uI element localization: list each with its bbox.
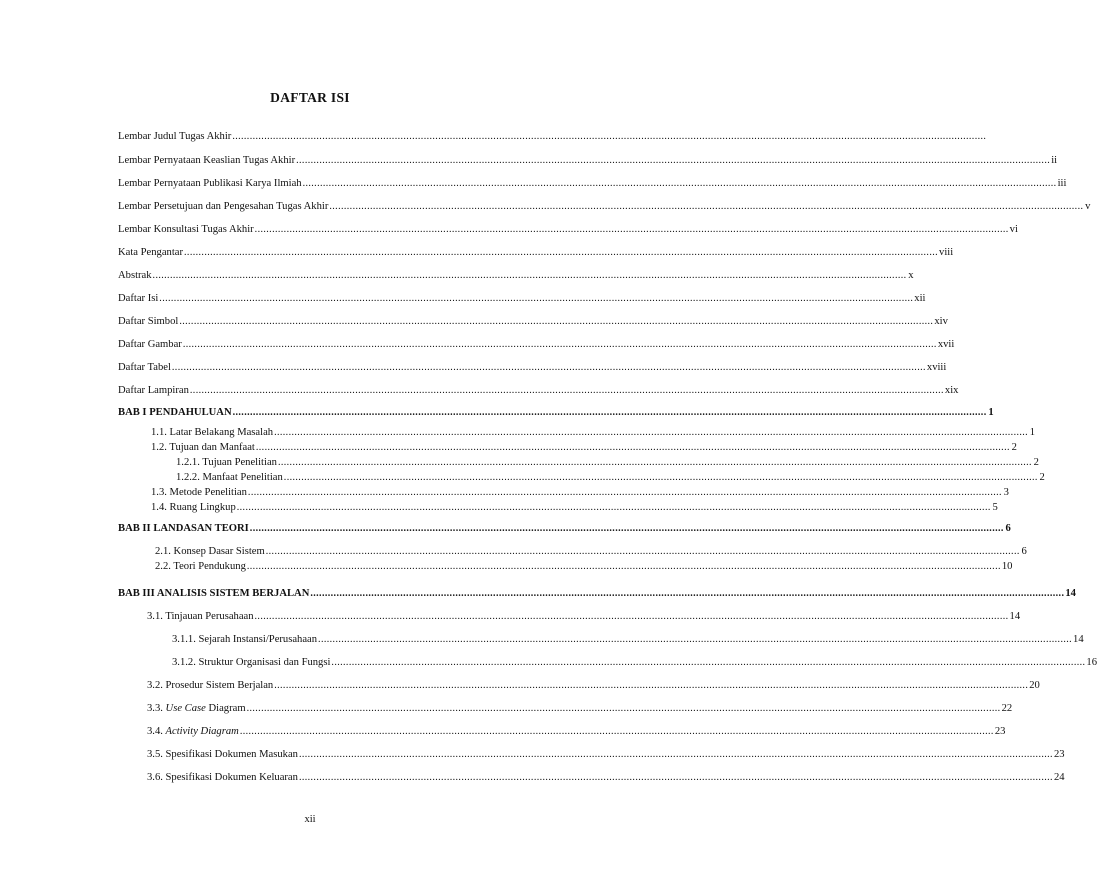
leader-dots: .................................................................................................................................................................................................................................................................... xyxy=(159,293,914,304)
toc-entry-page: 14 xyxy=(1073,634,1084,645)
toc-entry-page: 6 xyxy=(1021,546,1027,557)
toc-entry-label: Daftar Lampiran xyxy=(118,385,189,396)
toc-entry-page: 5 xyxy=(992,502,998,513)
toc-entry xyxy=(155,545,1027,558)
leader-dots: .................................................................................................................................................................................................................................................................... xyxy=(179,316,934,327)
toc-entry xyxy=(118,130,987,143)
toc-entry-label: Daftar Isi xyxy=(118,293,159,304)
leader-dots: .................................................................................................................................................................................................................................................................... xyxy=(318,634,1073,645)
toc-entry-label-italic: Use Case xyxy=(165,703,206,714)
leader-dots: .................................................................................................................................................................................................................................................................... xyxy=(171,362,926,373)
toc-chapter xyxy=(118,406,994,419)
toc-entry-page: iii xyxy=(1057,178,1067,189)
toc-entry-label: Daftar Gambar xyxy=(118,339,182,350)
toc-entry-label: 1.4. Ruang Lingkup xyxy=(151,502,236,513)
leader-dots: .................................................................................................................................................................................................................................................................... xyxy=(329,201,1084,212)
leader-dots: .................................................................................................................................................................................................................................................................... xyxy=(246,561,1001,572)
toc-entry-label: 1.2.1. Tujuan Penelitian xyxy=(176,457,277,468)
toc-entry-label: 3.1.2. Struktur Organisasi dan Fungsi xyxy=(172,657,331,668)
toc-entry-label: 1.2.2. Manfaat Penelitian xyxy=(176,472,283,483)
toc-entry xyxy=(151,501,998,514)
toc-entry-label: 1.1. Latar Belakang Masalah xyxy=(151,427,274,438)
toc-entry-label: 2.2. Teori Pendukung xyxy=(155,561,246,572)
leader-dots: .................................................................................................................................................................................................................................................................... xyxy=(310,588,1065,599)
toc-entry-label: 3.1.1. Sejarah Instansi/Perusahaan xyxy=(172,634,318,645)
toc-entry-page: 14 xyxy=(1065,588,1076,599)
toc-entry-page: 1 xyxy=(988,407,994,418)
leader-dots: .................................................................................................................................................................................................................................................................... xyxy=(331,657,1086,668)
toc-entry xyxy=(118,200,1091,213)
leader-dots: .................................................................................................................................................................................................................................................................... xyxy=(247,487,1002,498)
toc-entry-label-prefix: 3.3. xyxy=(147,703,166,714)
toc-entry xyxy=(147,725,1006,738)
leader-dots: .................................................................................................................................................................................................................................................................... xyxy=(296,155,1051,166)
toc-entry-page: v xyxy=(1085,201,1091,212)
toc-entry xyxy=(118,384,959,397)
toc-entry-page: 23 xyxy=(994,726,1006,737)
toc-entry xyxy=(118,223,1018,236)
toc-entry-page: 2 xyxy=(1039,472,1045,483)
page-title: DAFTAR ISI xyxy=(270,90,350,105)
toc-entry xyxy=(176,456,1039,469)
toc-entry-page: 16 xyxy=(1086,657,1097,668)
toc-entry-label: 3.5. Spesifikasi Dokumen Masukan xyxy=(147,749,298,760)
leader-dots: .................................................................................................................................................................................................................................................................... xyxy=(255,442,1010,453)
toc-entry-page: xiv xyxy=(934,316,948,327)
toc-entry-label-italic: Activity Diagram xyxy=(165,726,239,737)
toc-entry-label: 3.6. Spesifikasi Dokumen Keluaran xyxy=(147,772,298,783)
leader-dots: .................................................................................................................................................................................................................................................................... xyxy=(283,472,1038,483)
toc-entry-page: 22 xyxy=(1001,703,1013,714)
toc-entry-page: 23 xyxy=(1053,749,1065,760)
toc-entry-label: Lembar Judul Tugas Akhir xyxy=(118,131,232,142)
toc-entry xyxy=(147,748,1065,761)
toc-entry xyxy=(118,315,948,328)
toc-entry-label: 3.1. Tinjauan Perusahaan xyxy=(147,611,254,622)
toc-entry-page: viii xyxy=(939,247,954,258)
toc-entry-label: BAB III ANALISIS SISTEM BERJALAN xyxy=(118,588,310,599)
toc-chapter xyxy=(118,587,1076,600)
toc-entry-label xyxy=(147,702,246,715)
leader-dots: .................................................................................................................................................................................................................................................................... xyxy=(246,703,1001,714)
leader-dots: .................................................................................................................................................................................................................................................................... xyxy=(182,339,937,350)
toc-entry-label-suffix: Diagram xyxy=(205,703,246,714)
toc-entry-label-prefix: 3.4. xyxy=(147,726,166,737)
toc-entry-label: Lembar Pernyataan Keaslian Tugas Akhir xyxy=(118,155,296,166)
footer-page-number: xii xyxy=(304,814,316,825)
leader-dots: .................................................................................................................................................................................................................................................................... xyxy=(274,427,1029,438)
leader-dots: .................................................................................................................................................................................................................................................................... xyxy=(184,247,939,258)
leader-dots: .................................................................................................................................................................................................................................................................... xyxy=(232,407,987,418)
toc-entry xyxy=(147,679,1040,692)
toc-entry-label: 3.2. Prosedur Sistem Berjalan xyxy=(147,680,274,691)
leader-dots: .................................................................................................................................................................................................................................................................... xyxy=(298,749,1053,760)
toc-entry xyxy=(118,154,1058,167)
leader-dots: .................................................................................................................................................................................................................................................................... xyxy=(239,726,994,737)
toc-entry-label: Daftar Tabel xyxy=(118,362,171,373)
leader-dots: .................................................................................................................................................................................................................................................................... xyxy=(302,178,1057,189)
toc-entry xyxy=(147,771,1065,784)
toc-entry xyxy=(172,633,1084,646)
leader-dots: .................................................................................................................................................................................................................................................................... xyxy=(236,502,991,513)
toc-entry-page: 14 xyxy=(1009,611,1021,622)
leader-dots: .................................................................................................................................................................................................................................................................... xyxy=(249,523,1004,534)
toc-entry-label: Abstrak xyxy=(118,270,152,281)
toc-entry-label: Lembar Persetujuan dan Pengesahan Tugas Akhir xyxy=(118,201,329,212)
toc-entry-page: 2 xyxy=(1033,457,1039,468)
leader-dots: .................................................................................................................................................................................................................................................................... xyxy=(274,680,1029,691)
toc-entry-label xyxy=(147,725,239,738)
toc-entry-page: xii xyxy=(914,293,926,304)
toc-entry-page: 1 xyxy=(1029,427,1036,438)
toc-entry xyxy=(151,426,1036,439)
leader-dots: .................................................................................................................................................................................................................................................................... xyxy=(265,546,1020,557)
toc-chapter xyxy=(118,522,1011,535)
toc-entry xyxy=(147,610,1021,623)
toc-entry-label: Lembar Konsultasi Tugas Akhir xyxy=(118,224,254,235)
toc-entry xyxy=(118,177,1067,190)
leader-dots: .................................................................................................................................................................................................................................................................... xyxy=(277,457,1032,468)
toc-entry-label: Lembar Pernyataan Publikasi Karya Ilmiah xyxy=(118,178,302,189)
toc-entry xyxy=(118,338,955,351)
toc-entry xyxy=(118,246,954,259)
toc-entry xyxy=(151,441,1017,454)
toc-entry-page: xix xyxy=(944,385,959,396)
toc-entry xyxy=(118,269,914,282)
toc-entry-page: vi xyxy=(1009,224,1018,235)
toc-entry-label: 2.1. Konsep Dasar Sistem xyxy=(155,546,265,557)
toc-entry-label: Kata Pengantar xyxy=(118,247,184,258)
leader-dots: .................................................................................................................................................................................................................................................................... xyxy=(298,772,1053,783)
leader-dots: .................................................................................................................................................................................................................................................................... xyxy=(189,385,944,396)
toc-entry xyxy=(155,560,1013,573)
toc-entry-page: xviii xyxy=(926,362,947,373)
toc-entry-page: 2 xyxy=(1011,442,1017,453)
toc-entry-page: 6 xyxy=(1005,523,1011,534)
toc-entry-page: 20 xyxy=(1029,680,1040,691)
toc-entry-label: BAB II LANDASAN TEORI xyxy=(118,523,249,534)
toc-entry xyxy=(172,656,1097,669)
toc-entry xyxy=(118,361,947,374)
toc-entry-label: 1.3. Metode Penelitian xyxy=(151,487,247,498)
toc-entry xyxy=(176,471,1045,484)
toc-entry-page: ii xyxy=(1051,155,1058,166)
leader-dots: .................................................................................................................................................................................................................................................................... xyxy=(254,611,1009,622)
leader-dots: .................................................................................................................................................................................................................................................................... xyxy=(254,224,1009,235)
toc-entry-label: BAB I PENDAHULUAN xyxy=(118,407,232,418)
toc-entry-label: Daftar Simbol xyxy=(118,316,179,327)
toc-entry-label: 1.2. Tujuan dan Manfaat xyxy=(151,442,255,453)
toc-entry-page: x xyxy=(908,270,914,281)
toc-entry-page: 3 xyxy=(1003,487,1009,498)
toc-entry-page: 24 xyxy=(1053,772,1065,783)
toc-entry xyxy=(151,486,1009,499)
toc-entry xyxy=(118,292,926,305)
toc-entry-page: xvii xyxy=(937,339,955,350)
toc-entry-page: 10 xyxy=(1001,561,1013,572)
leader-dots: .................................................................................................................................................................................................................................................................... xyxy=(152,270,907,281)
leader-dots: .................................................................................................................................................................................................................................................................... xyxy=(232,131,987,142)
toc-entry xyxy=(147,702,1013,715)
